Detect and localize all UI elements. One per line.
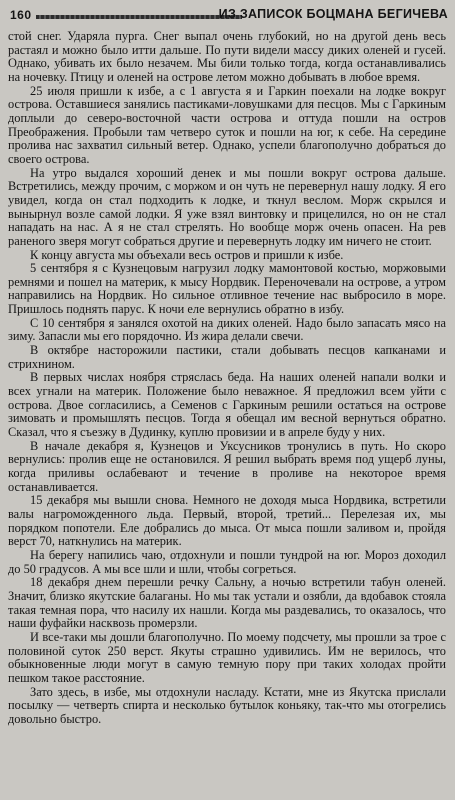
- paragraph: В начале декабря я, Кузнецов и Уксусников тронулись в путь. Но скоро вернулись: пролив еще не остановился. Я решил выбрать время под ущерб луны, когда приливы ослабевают и течение в проливе на некоторое время останавливается.: [8, 438, 446, 494]
- paragraph: Зато здесь, в избе, мы отдохнули насладу. Кстати, мне из Якутска прислали посылку — четверть спирта и несколько бутылок коньяку, так-что мы отогрелись довольно быстро.: [8, 684, 446, 726]
- running-title: ИЗ ЗАПИСОК БОЦМАНА БЕГИЧЕВА: [218, 7, 448, 21]
- page-header: [8, 6, 448, 26]
- paragraph: В октябре насторожили пастики, стали добывать песцов капканами и стрихнином.: [8, 343, 446, 371]
- paragraph: стой снег. Ударяла пурга. Снег выпал очень глубокий, но на другой день весь растаял и можно было итти дальше. По пути видели массу диких оленей и гусей. Однако, убивать их было незачем. Мы били только тогда, когда останавливались на ночевку. Птицу и оленей на острове летом можно добывать в любое время.: [8, 29, 446, 84]
- paragraph: 25 июля пришли к избе, а с 1 августа я и Гаркин поехали на лодке вокруг острова. Оставшиеся занялись пастиками-ловушками для песцов. Мы с Гаркиным доплыли до северо-восточной части острова и оттуда пошли на остров Преображения. Пробыли там четверо суток и пошли на юг, к себе. На середине пролива нас захватил сильный ветер. Однако, успели благополучно добраться до своего острова.: [8, 83, 446, 166]
- body-text: [8, 30, 446, 726]
- header-rule: [36, 15, 242, 19]
- paragraph: На берегу напились чаю, отдохнули и пошли тундрой на юг. Мороз доходил до 50 градусов. А мы все шли и шли, чтобы согреться.: [8, 547, 446, 576]
- paragraph: С 10 сентября я занялся охотой на диких оленей. Надо было запасать мясо на зиму. Запасли мы его порядочно. Из жира делали свечи.: [8, 315, 446, 344]
- paragraph: 5 сентября я с Кузнецовым нагрузил лодку мамонтовой костью, моржовыми ремнями и пошел на материк, к мысу Нордвик. Переночевали на острове, а утром направились на Нордвик. Но сильное отливное течение нас выбросило в море. Пришлось поднять парус. К ночи еле вернулись обратно в избу.: [8, 261, 446, 317]
- paragraph: В первых числах ноября стряслась беда. На наших оленей напали волки и всех угнали на материк. Положение было неважное. Я предложил всем уйти с острова. Двое согласились, а Семенов с Гаркиным решили остаться на острове зимовать и промышлять песцов. Тогда я обещал им весной вернуться обратно. Сказал, что я съезжу в Дудинку, куплю провизии и в апреле буду у них.: [8, 370, 446, 440]
- paragraph: На утро выдался хороший денек и мы пошли вокруг острова дальше. Встретились, между прочим, с моржом и он чуть не перевернул нашу лодку. Я его увидел, когда он стал подходить к лодке, и ткнул веслом. Морж скрылся и вынырнул возле самой лодки. Я уже взял винтовку и прицелился, но он не стал нападать на нас. А я не стал стрелять. Но вообще морж очень опасен. На рев раненого зверя могут собраться другие и перевернуть лодку им ничего не стоит.: [8, 165, 446, 248]
- paragraph: К концу августа мы объехали весь остров и пришли к избе.: [30, 247, 344, 262]
- paragraph: 15 декабря мы вышли снова. Немного не доходя мыса Нордвика, встретили валы нагроможденного льда. Первый, второй, третий... Перелезая их, мы порядком попотели. Еле добрались до мыса. От мыса пошли заливом и, пройдя верст 70, наткнулись на материк.: [8, 493, 446, 549]
- page-number: 160: [10, 8, 32, 22]
- paragraph: И все-таки мы дошли благополучно. По моему подсчету, мы прошли за трое с половиной суток 250 верст. Якуты страшно удивились. Им не верилось, что обыкновенные люди могут в самую темную пору при таких холодах пройти пешком такое расстояние.: [8, 629, 446, 685]
- paragraph: 18 декабря днем перешли речку Сальну, а ночью встретили табун оленей. Значит, близко якутские балаганы. Но мы так устали и озябли, да вдобавок стояла такая темная пора, что насилу их нашли. Когда мы раздевались, то оказалось, что наши фуфайки насквозь промерзли.: [8, 575, 446, 631]
